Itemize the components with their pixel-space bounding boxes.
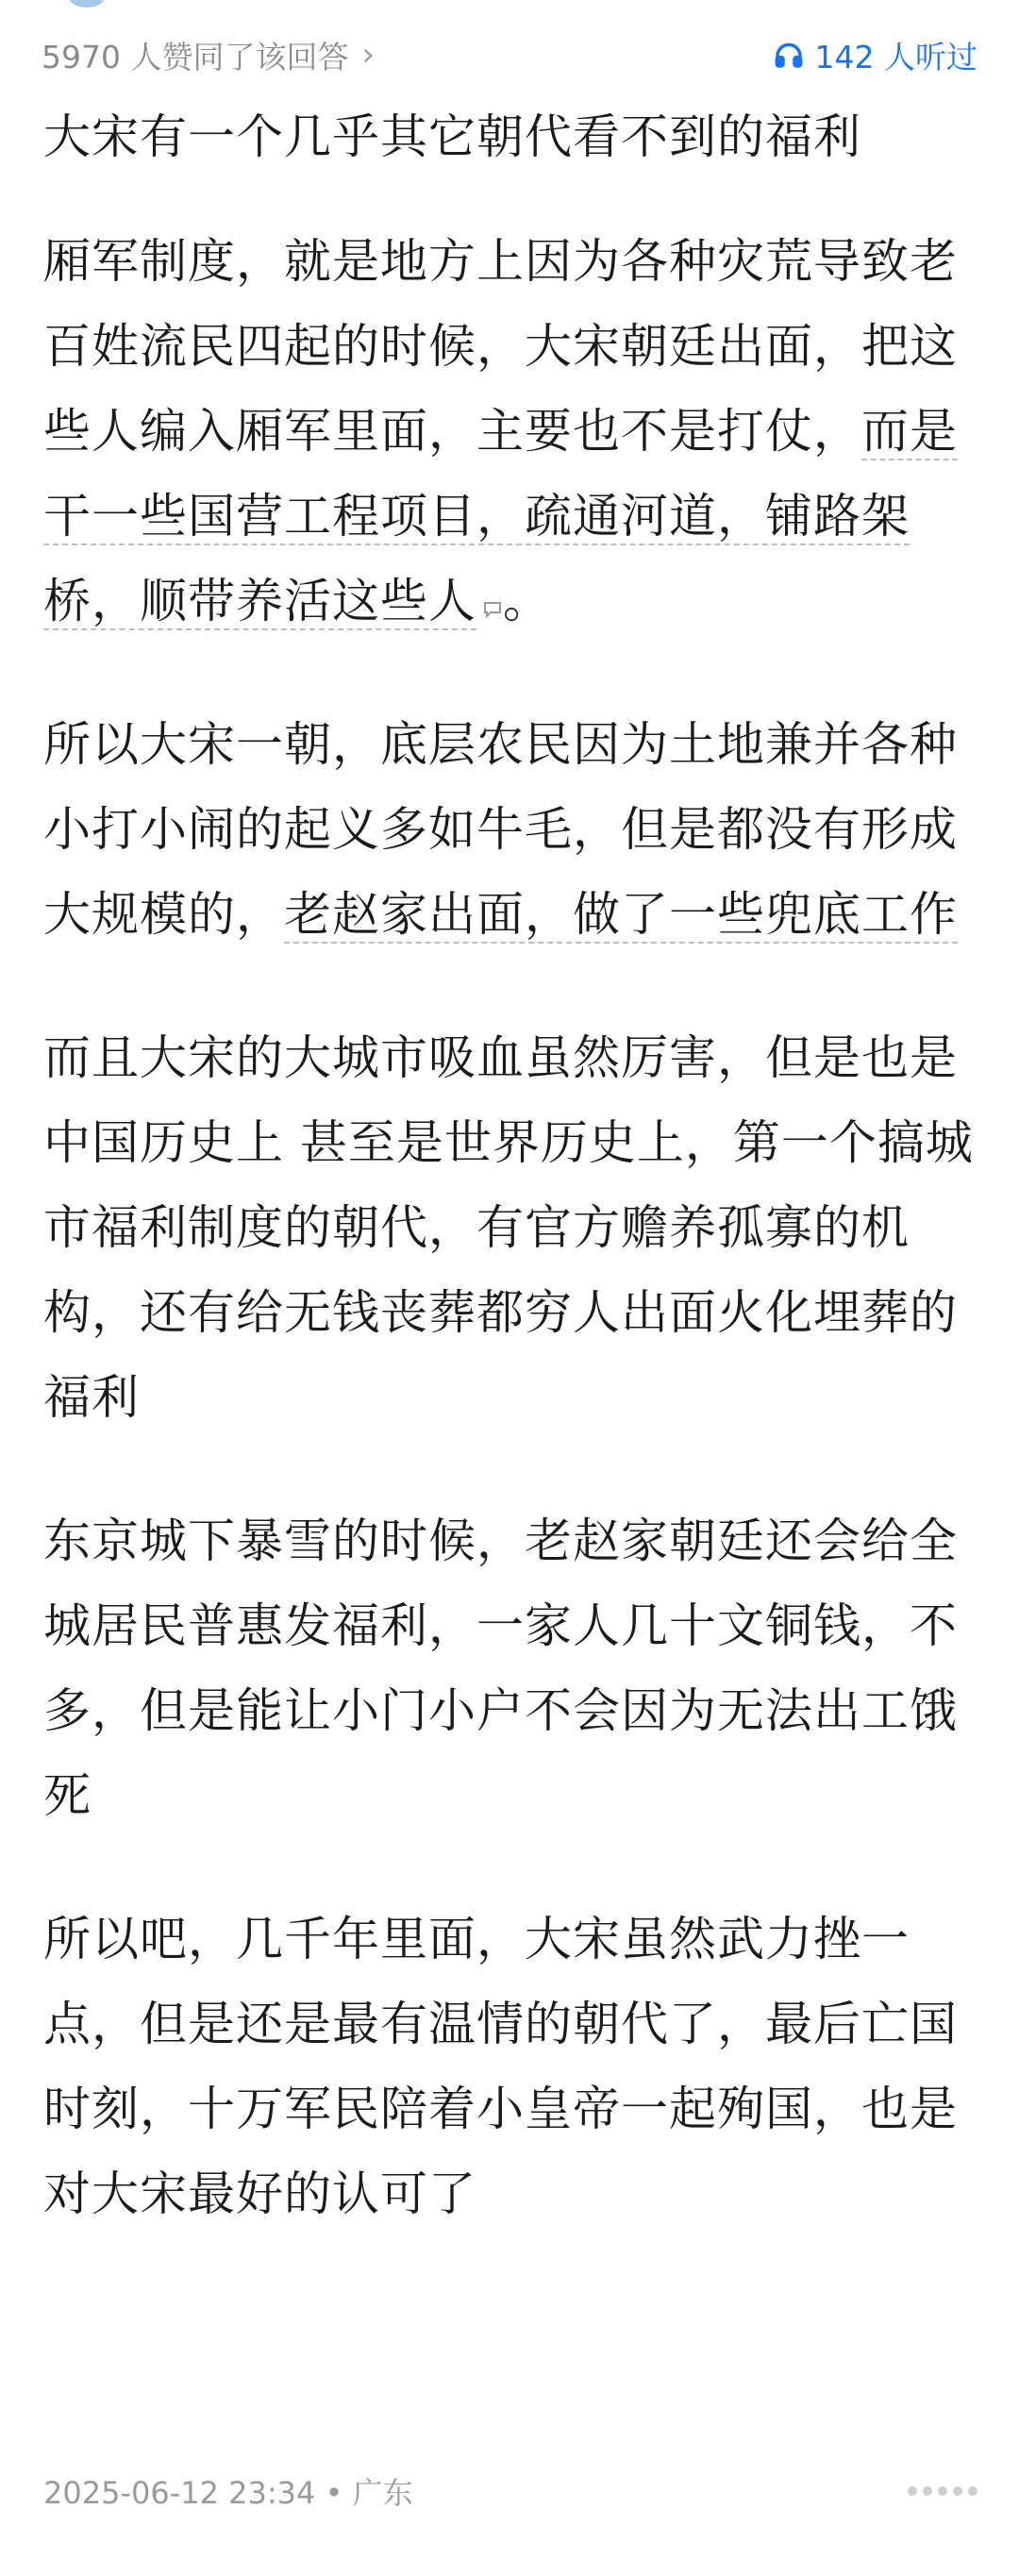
upvote-summary-link[interactable] bbox=[42, 33, 375, 77]
paragraph-2-annotated-text[interactable]: 老赵家出面，做了一些兜底工作 bbox=[284, 887, 958, 942]
answer-footer bbox=[43, 2463, 977, 2519]
comment-bubble-icon[interactable] bbox=[482, 600, 503, 619]
paragraph-3: 而且大宋的大城市吸血虽然厉害，但是也是中国历史上 甚至是世界历史上，第一个搞城市福利制度的朝代，有官方赡养孤寡的机构，还有给无钱丧葬都穷人出面火化埋葬的福利 bbox=[43, 1030, 974, 1425]
more-dot bbox=[953, 2486, 962, 2496]
paragraph-2-text: 所以大宋一朝，底层农民因为土地兼并各种小打小闹的起义多如牛毛，但是都没有形成大规模的， bbox=[43, 717, 958, 942]
paragraph-headline: 大宋有一个几乎其它朝代看不到的福利 bbox=[43, 109, 861, 164]
answer-meta-bar bbox=[42, 28, 977, 81]
chevron-right-icon: › bbox=[361, 36, 376, 74]
more-dot bbox=[908, 2486, 917, 2496]
more-dot bbox=[938, 2486, 947, 2496]
paragraph-4: 东京城下暴雪的时候，老赵家朝廷还会给全城居民普惠发福利，一家人几十文铜钱，不多，但是能让小门小户不会因为无法出工饿死 bbox=[43, 1514, 958, 1823]
more-dot bbox=[968, 2486, 977, 2496]
paragraph-1-text: 厢军制度，就是地方上因为各种灾荒导致老百姓流民四起的时候，大宋朝廷出面，把这些人编入厢军里面，主要也不是打仗， bbox=[43, 234, 958, 459]
more-dot bbox=[923, 2486, 932, 2496]
upvote-summary-text: 5970 人赞同了该回答 bbox=[42, 38, 349, 75]
listen-count-button[interactable] bbox=[774, 33, 977, 77]
paragraph-1-end: 。 bbox=[503, 574, 551, 628]
more-dots-icon[interactable] bbox=[908, 2472, 977, 2510]
top-avatar-fragment bbox=[68, 0, 106, 8]
paragraph-1 bbox=[43, 219, 981, 644]
paragraph-2 bbox=[43, 702, 981, 957]
answer-content bbox=[43, 94, 981, 2295]
publish-time-location: 2025-06-12 23:34 • 广东 bbox=[43, 2475, 413, 2511]
paragraph-5: 所以吧，几千年里面，大宋虽然武力挫一点，但是还是最有温情的朝代了，最后亡国时刻，十万军民陪着小皇帝一起殉国，也是对大宋最好的认可了 bbox=[43, 1912, 958, 2221]
paragraph-1-annotated-text[interactable]: 而是干一些国营工程项目，疏通河道，铺路架桥，顺带养活这些人 bbox=[43, 404, 958, 628]
headphones-icon bbox=[774, 40, 804, 70]
listen-count-text: 142 人听过 bbox=[814, 38, 977, 75]
